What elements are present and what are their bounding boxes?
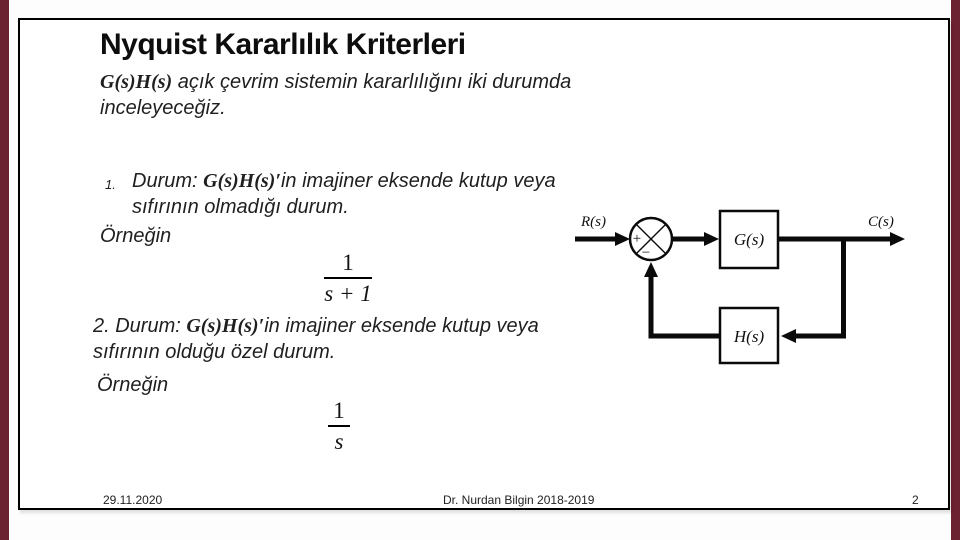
footer-date: 29.11.2020 [103,493,163,507]
fraction-1-numerator: 1 [342,250,354,275]
footer-page-number: 2 [912,493,919,507]
fraction-2 [318,398,360,454]
example-label-2: Örneğin [97,374,169,396]
item2-text [93,313,583,365]
input-label: R(s) [581,214,606,230]
left-edge-bar [0,0,9,540]
output-label: C(s) [868,214,894,230]
output-arrowhead-icon [890,232,905,246]
forward-arrowhead-icon [704,232,719,246]
slide-title: Nyquist Kararlılık Kriterleri [100,28,466,61]
item2-line2: sıfırının olduğu özel durum. [93,341,336,363]
forward-block-label: G(s) [733,230,765,249]
fraction-1 [312,250,384,306]
item2-pre: 2. Durum: [93,315,187,337]
fraction-1-denominator: s + 1 [324,281,372,306]
right-edge-bar [951,0,960,540]
feedback-arrowhead-icon [781,329,796,343]
item1-pre: Durum: [132,170,204,192]
fraction-2-bar [328,425,350,427]
item1-text [132,168,602,220]
block-diagram [565,190,945,380]
fraction-1-bar [324,277,372,279]
intro-math: G(s)H(s) [100,71,173,93]
footer-credit: Dr. Nurdan Bilgin 2018-2019 [443,493,595,507]
intro-text: açık çevrim sistemin kararlılığını iki durumda [172,71,572,93]
minus-sign: − [641,245,651,261]
list-marker-1: 1. [105,177,116,192]
item1-math: G(s)H(s)′ [203,170,281,192]
item2-math: G(s)H(s)′ [186,315,265,337]
input-arrowhead-icon [615,232,630,246]
intro-line2: inceleyeceğiz. [100,97,226,119]
example-label-1: Örneğin [100,225,172,247]
item1-post: in imajiner eksende kutup veya [280,170,556,192]
fraction-2-numerator: 1 [333,398,345,423]
plus-sign: + [632,231,642,247]
intro-paragraph [100,69,620,121]
item1-line2: sıfırının olmadığı durum. [132,196,349,218]
feedback-block-label: H(s) [733,327,765,346]
feedback-up-arrowhead-icon [644,262,658,277]
fraction-2-denominator: s [334,429,344,454]
item2-post: in imajiner eksende kutup veya [264,315,539,337]
